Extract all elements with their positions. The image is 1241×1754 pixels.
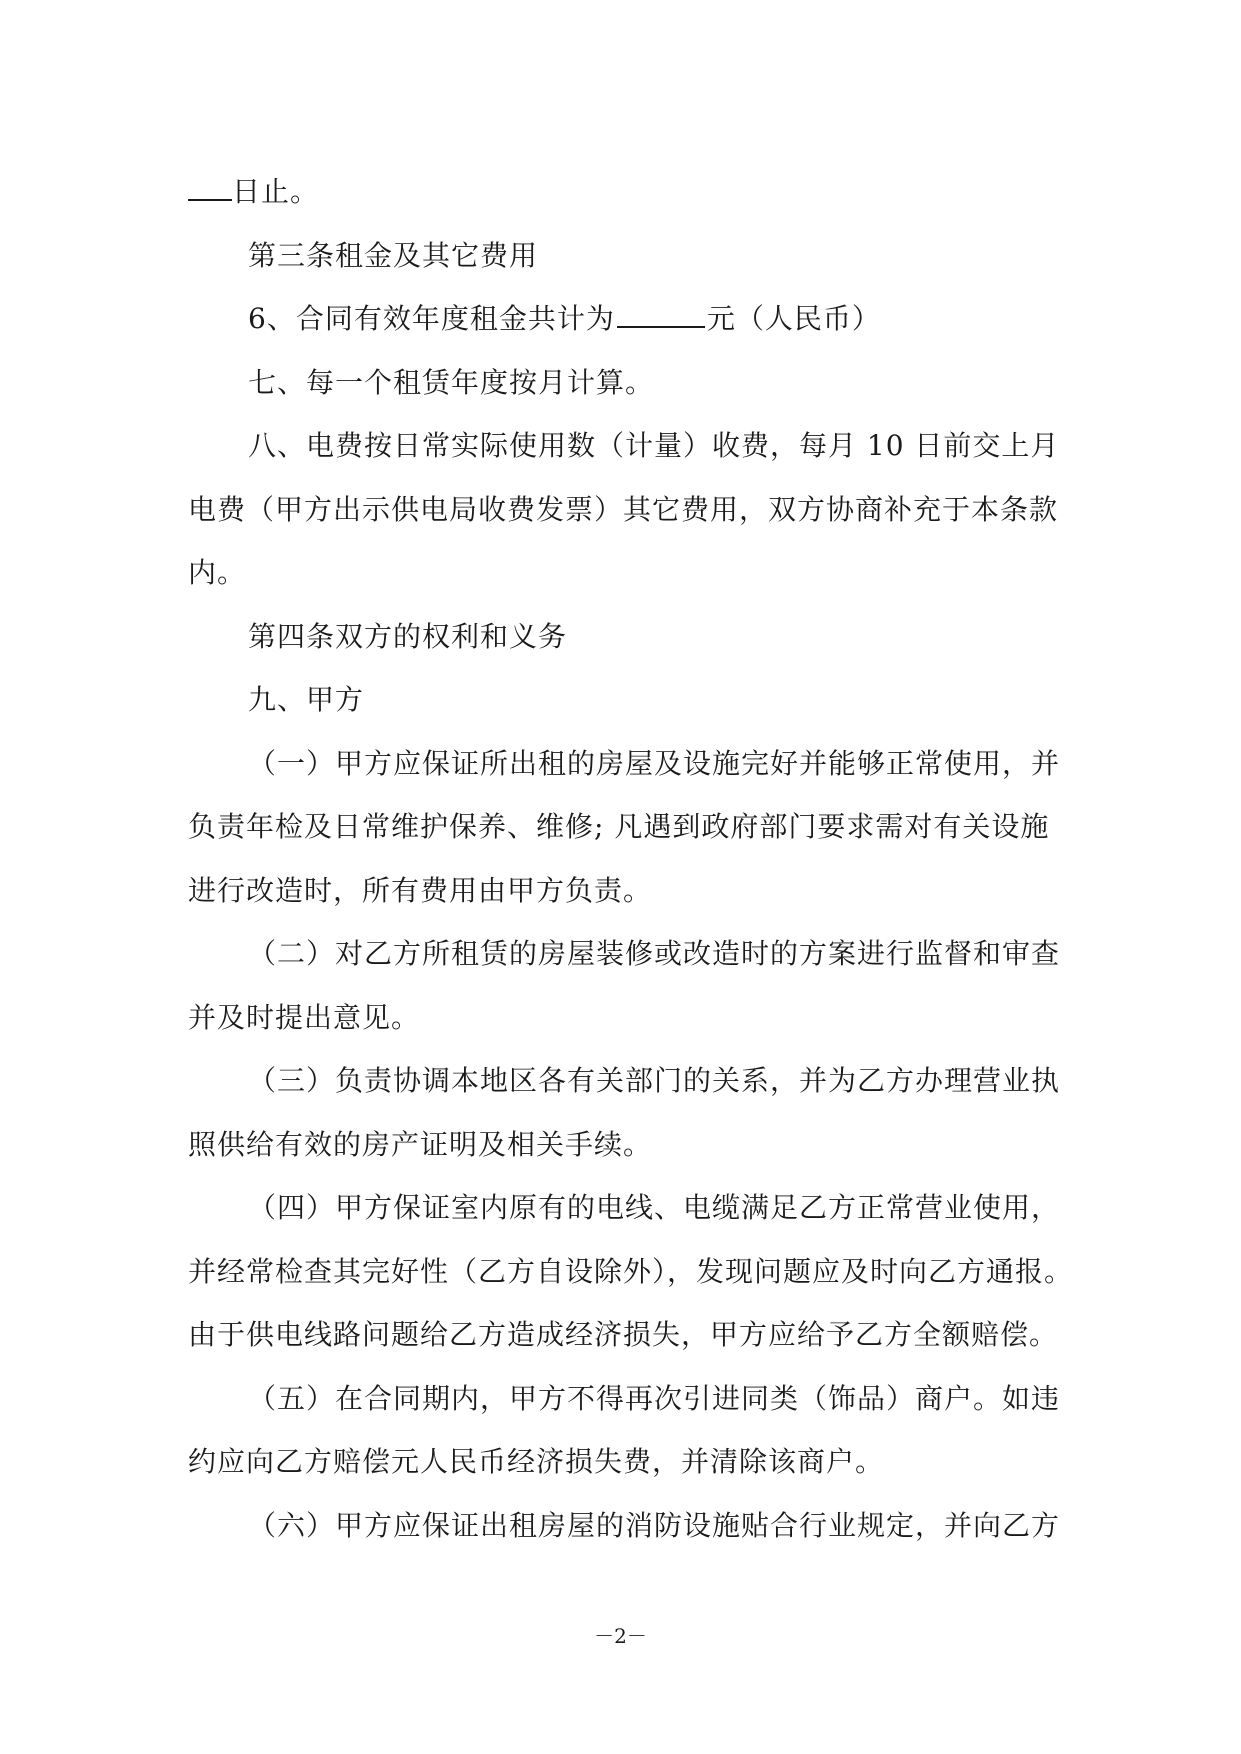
line-text: 内。 (188, 556, 247, 589)
line-text: 八、电费按日常实际使用数（计量）收费，每月 10 日前交上月 (248, 429, 1060, 462)
text-line (188, 986, 1058, 1050)
text-line (188, 1176, 1061, 1240)
line-text: 并经常检查其完好性（乙方自设除外），发现问题应及时向乙方通报。 (188, 1254, 1074, 1288)
blank-underline (188, 173, 232, 201)
line-text: 并及时提出意见。 (188, 1000, 421, 1034)
section-heading (188, 605, 1058, 669)
text-line (188, 1113, 1058, 1177)
page-number: －2－ (594, 1624, 647, 1648)
line-text: （六）甲方应保证出租房屋的消防设施贴合行业规定，并向乙方 (248, 1508, 1061, 1542)
line-text: 6、合同有效年度租金共计为 (248, 302, 615, 335)
line-text: （二）对乙方所租赁的房屋装修或改造时的方案进行监督和审查 (248, 937, 1061, 970)
line-text: 七、每一个租赁年度按月计算。 (248, 365, 655, 399)
line-text: （四）甲方保证室内原有的电线、电缆满足乙方正常营业使用， (248, 1191, 1061, 1224)
text-line (188, 1367, 1061, 1431)
line-text: （三）负责协调本地区各有关部门的关系，并为乙方办理营业执 (248, 1064, 1061, 1097)
line-text: 约应向乙方赔偿元人民币经济损失费，并清除该商户。 (188, 1445, 885, 1478)
line-text: 第三条租金及其它费用 (248, 238, 539, 272)
text-line (188, 1494, 1061, 1558)
blank-underline (617, 300, 705, 328)
section-heading (188, 224, 1058, 288)
text-line (188, 1430, 1058, 1494)
text-line (188, 1303, 1058, 1367)
text-line (188, 478, 1058, 542)
line-text: 照供给有效的房产证明及相关手续。 (188, 1127, 653, 1161)
line-text: 日止。 (232, 175, 320, 208)
text-line (188, 1240, 1074, 1304)
line-text: 元（人民币） (706, 302, 881, 335)
text-line (188, 160, 1058, 224)
line-text: （五）在合同期内，甲方不得再次引进同类（饰品）商户。如违 (248, 1381, 1061, 1415)
text-line (188, 414, 1058, 478)
text-line (188, 287, 1058, 351)
text-line (188, 1049, 1061, 1113)
text-line (188, 922, 1061, 986)
line-text: 由于供电线路问题给乙方造成经济损失，甲方应给予乙方全额赔偿。 (188, 1318, 1059, 1351)
text-line (188, 351, 1058, 415)
text-line (188, 859, 1058, 923)
document-body (188, 160, 1074, 1557)
text-line (188, 732, 1061, 796)
line-text: 电费（甲方出示供电局收费发票）其它费用，双方协商补充于本条款 (188, 492, 1059, 526)
line-text: 负责年检及日常维护保养、维修; 凡遇到政府部门要求需对有关设施 (188, 810, 1050, 843)
line-text: （一）甲方应保证所出租的房屋及设施完好并能够正常使用，并 (248, 746, 1061, 780)
text-line (188, 668, 1058, 732)
line-text: 进行改造时，所有费用由甲方负责。 (188, 873, 653, 907)
text-line (188, 795, 1058, 859)
text-line (188, 541, 1058, 605)
line-text: 第四条双方的权利和义务 (248, 619, 568, 653)
line-text: 九、甲方 (248, 683, 365, 716)
